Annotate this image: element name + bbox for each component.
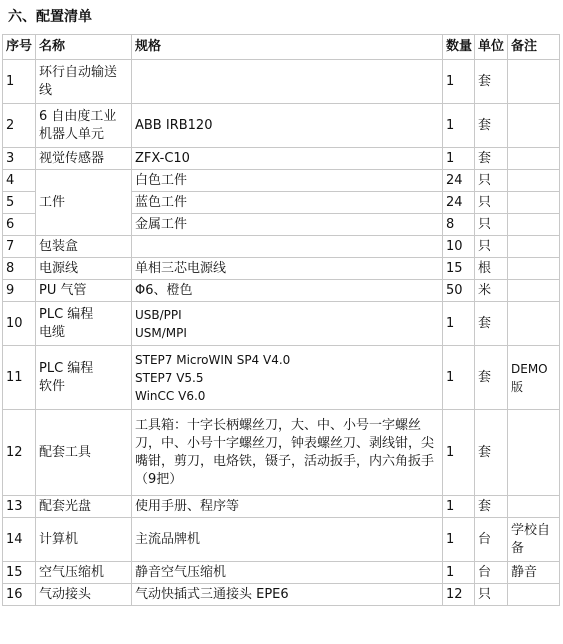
cell-note: 学校自备	[508, 518, 560, 562]
cell-spec: 静音空气压缩机	[132, 562, 443, 584]
cell-name: PU 气管	[36, 280, 132, 302]
table-row	[3, 584, 560, 606]
cell-unit: 米	[475, 280, 508, 302]
table-row	[3, 410, 560, 496]
cell-qty: 24	[443, 170, 475, 192]
cell-spec: 蓝色工件	[132, 192, 443, 214]
cell-name: 配套工具	[36, 410, 132, 496]
cell-no: 8	[3, 258, 36, 280]
cell-no: 14	[3, 518, 36, 562]
cell-qty: 1	[443, 496, 475, 518]
cell-no: 13	[3, 496, 36, 518]
cell-unit: 只	[475, 236, 508, 258]
cell-note	[508, 258, 560, 280]
cell-name: 6 自由度工业机器人单元	[36, 104, 132, 148]
config-table	[2, 34, 560, 606]
table-row	[3, 104, 560, 148]
cell-spec: 金属工件	[132, 214, 443, 236]
cell-unit: 只	[475, 214, 508, 236]
cell-qty: 1	[443, 302, 475, 346]
table-row	[3, 236, 560, 258]
table-row	[3, 346, 560, 410]
cell-note	[508, 280, 560, 302]
table-header-row	[3, 35, 560, 60]
cell-qty: 8	[443, 214, 475, 236]
cell-no: 4	[3, 170, 36, 192]
cell-note	[508, 60, 560, 104]
table-row	[3, 170, 560, 192]
cell-unit: 套	[475, 496, 508, 518]
cell-note	[508, 104, 560, 148]
cell-name: 配套光盘	[36, 496, 132, 518]
cell-spec: STEP7 MicroWIN SP4 V4.0 STEP7 V5.5 WinCC V6.0	[132, 346, 443, 410]
cell-spec: 白色工件	[132, 170, 443, 192]
cell-no: 16	[3, 584, 36, 606]
cell-no: 1	[3, 60, 36, 104]
cell-spec: 工具箱：十字长柄螺丝刀，大、中、小号一字螺丝刀，中、小号十字螺丝刀，钟表螺丝刀、剥线钳，尖嘴钳，剪刀，电烙铁，镊子，活动扳手，内六角扳手（9把）	[132, 410, 443, 496]
cell-unit: 只	[475, 192, 508, 214]
cell-unit: 只	[475, 170, 508, 192]
cell-qty: 1	[443, 60, 475, 104]
cell-note	[508, 236, 560, 258]
cell-no: 15	[3, 562, 36, 584]
cell-spec: 气动快插式三通接头 EPE6	[132, 584, 443, 606]
cell-qty: 1	[443, 346, 475, 410]
cell-qty: 1	[443, 104, 475, 148]
cell-qty: 1	[443, 562, 475, 584]
table-row	[3, 258, 560, 280]
cell-note: 静音	[508, 562, 560, 584]
cell-unit: 套	[475, 302, 508, 346]
table-row	[3, 280, 560, 302]
cell-note	[508, 170, 560, 192]
cell-unit: 套	[475, 346, 508, 410]
cell-no: 11	[3, 346, 36, 410]
cell-spec	[132, 236, 443, 258]
cell-unit: 套	[475, 104, 508, 148]
header-no: 序号	[3, 35, 36, 60]
header-spec: 规格	[132, 35, 443, 60]
cell-note	[508, 148, 560, 170]
cell-no: 9	[3, 280, 36, 302]
cell-qty: 12	[443, 584, 475, 606]
cell-qty: 10	[443, 236, 475, 258]
cell-unit: 套	[475, 60, 508, 104]
cell-unit: 根	[475, 258, 508, 280]
cell-note	[508, 410, 560, 496]
cell-qty: 24	[443, 192, 475, 214]
cell-unit: 套	[475, 148, 508, 170]
table-row	[3, 518, 560, 562]
cell-name: 环行自动输送线	[36, 60, 132, 104]
cell-note: DEMO 版	[508, 346, 560, 410]
cell-name: 电源线	[36, 258, 132, 280]
cell-spec: 主流品牌机	[132, 518, 443, 562]
cell-unit: 只	[475, 584, 508, 606]
cell-spec: Φ6、橙色	[132, 280, 443, 302]
cell-spec: ZFX-C10	[132, 148, 443, 170]
table-row	[3, 562, 560, 584]
cell-spec: 单相三芯电源线	[132, 258, 443, 280]
cell-qty: 1	[443, 148, 475, 170]
table-row	[3, 496, 560, 518]
cell-name: PLC 编程 电缆	[36, 302, 132, 346]
section-title: 六、配置清单	[8, 9, 92, 25]
table-row	[3, 60, 560, 104]
cell-no: 6	[3, 214, 36, 236]
header-unit: 单位	[475, 35, 508, 60]
cell-no: 2	[3, 104, 36, 148]
cell-qty: 1	[443, 410, 475, 496]
cell-qty: 50	[443, 280, 475, 302]
cell-name-merged: 工件	[36, 170, 132, 236]
cell-name: PLC 编程 软件	[36, 346, 132, 410]
cell-note	[508, 192, 560, 214]
header-name: 名称	[36, 35, 132, 60]
cell-no: 3	[3, 148, 36, 170]
cell-spec: USB/PPI USM/MPI	[132, 302, 443, 346]
table-row	[3, 302, 560, 346]
cell-qty: 15	[443, 258, 475, 280]
cell-qty: 1	[443, 518, 475, 562]
cell-note	[508, 214, 560, 236]
cell-name: 空气压缩机	[36, 562, 132, 584]
cell-name: 计算机	[36, 518, 132, 562]
cell-unit: 台	[475, 518, 508, 562]
cell-no: 7	[3, 236, 36, 258]
cell-name: 气动接头	[36, 584, 132, 606]
cell-note	[508, 584, 560, 606]
cell-spec: ABB IRB120	[132, 104, 443, 148]
table-row	[3, 148, 560, 170]
cell-spec: 使用手册、程序等	[132, 496, 443, 518]
cell-no: 10	[3, 302, 36, 346]
header-qty: 数量	[443, 35, 475, 60]
cell-name: 包装盒	[36, 236, 132, 258]
cell-unit: 台	[475, 562, 508, 584]
cell-no: 12	[3, 410, 36, 496]
cell-spec	[132, 60, 443, 104]
cell-note	[508, 302, 560, 346]
cell-no: 5	[3, 192, 36, 214]
cell-note	[508, 496, 560, 518]
cell-unit: 套	[475, 410, 508, 496]
header-note: 备注	[508, 35, 560, 60]
cell-name: 视觉传感器	[36, 148, 132, 170]
